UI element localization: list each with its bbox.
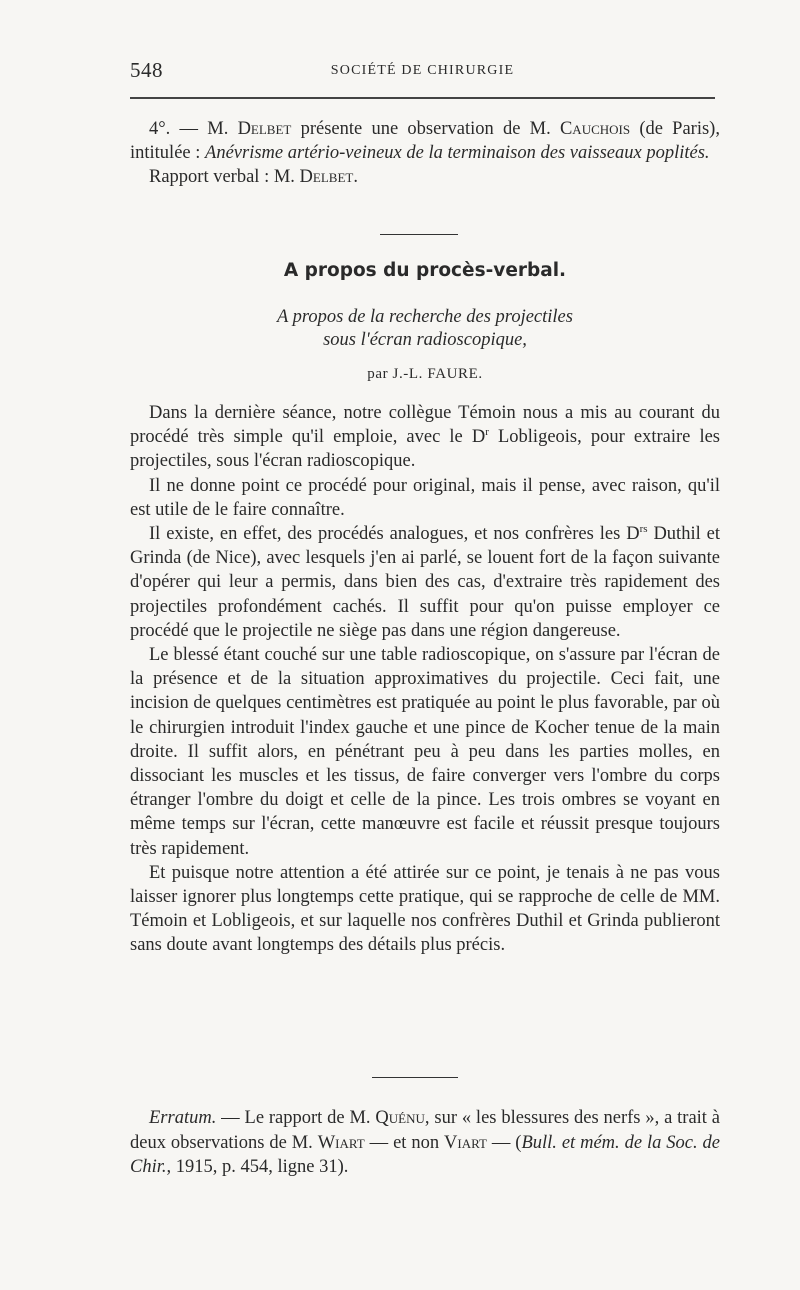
observation-title: Anévrisme artério-veineux de la terminaison des vaisseaux poplités. (205, 143, 710, 164)
reporter-name: Delbet (299, 167, 354, 188)
paragraph-4: Le blessé étant couché sur une table radioscopique, on s'assure par l'écran de la présence et de la situation approximatives du projectile. Ceci fait, une incision de quelques centimètres est pratiquée au point le plus favorable, par où le chirurgien introduit l'index gauche et une pince de Kocher tenue de la main droite. Il suffit alors, en pénétrant peu à peu dans les parties molles, en dissociant les muscles et les tissus, de faire converger vers l'ombre du corps étranger l'ombre du doigt et celle de la pince. Les trois ombres se voyant en même temps sur l'écran, cette manœuvre est facile et réussit presque toujours très rapidement. (130, 645, 720, 859)
header-rule (130, 97, 715, 99)
report-line: Rapport verbal : M. Delbet. (149, 167, 358, 188)
erratum-note: Erratum. — Le rapport de M. Quénu, sur « les blessures des nerfs », a trait à deux observations de M. Wiart — et non Viart — (Bull. et mém. de la Soc. de Chir., 1915, p. 454, ligne 31). (130, 1108, 720, 1177)
byline: par J.-L. FAURE. (367, 366, 483, 382)
article-subtitle (130, 306, 720, 352)
article-body (130, 401, 720, 958)
erratum-label: Erratum. (149, 1108, 217, 1128)
item-4-paragraph: 4°. — M. Delbet présente une observation de M. Cauchois (de Paris), intitulée : Anévrisme artério-veineux de la terminaison des vaisseaux poplités. (130, 119, 720, 164)
citation: Bull. et mém. de la Soc. de Chir. (130, 1132, 720, 1177)
section-title: A propos du procès-verbal. (283, 260, 567, 281)
paragraph-1: Dans la dernière séance, notre collègue Témoin nous a mis au courant du procédé très simple qu'il emploie, avec le $D^r$ Lobligeois, pour extraire les projectiles, sous l'écran radioscopique. (130, 403, 720, 472)
author-cauchois: Cauchois (559, 119, 631, 139)
paragraph-5: Et puisque notre attention a été attirée sur ce point, je tenais à ne pas vous laisser ignorer plus longtemps cette pratique, qui se rapproche de celle de MM. Témoin et Lobligeois, et sur laquelle nos confrères Duthil et Grinda publieront sans doute avant longtemps des détails plus précis. (130, 862, 720, 956)
erratum-divider (372, 1077, 458, 1078)
name-viart: Viart (444, 1132, 487, 1153)
name-wiart: Wiart (317, 1132, 365, 1153)
author-delbet: Delbet (237, 119, 292, 139)
item-4-block (130, 117, 720, 190)
page-number: 548 (130, 58, 163, 82)
name-quenu: Quénu (375, 1108, 425, 1128)
paragraph-2: Il ne donne point ce procédé pour original, mais il pense, avec raison, qu'il est utile de le faire connaître. (130, 475, 720, 520)
subtitle-line-2: sous l'écran radioscopique, (323, 330, 527, 350)
running-head (130, 58, 715, 84)
paragraph-3: Il existe, en effet, des procédés analogues, et nos confrères les $D^{rs}$ Duthil et Grinda (de Nice), avec lesquels j'en ai parlé, se louent fort de la façon suivante d'opérer qui leur a permis, dans bien des cas, d'extraire très rapidement des projectiles profondément cachés. Il suffit pour qu'on puisse employer ce procédé que le projectile ne siège pas dans une région dangereuse. (130, 522, 720, 641)
subtitle-line-1: A propos de la recherche des projectiles (277, 307, 573, 327)
section-divider (380, 234, 458, 235)
journal-title: SOCIÉTÉ DE CHIRURGIE (330, 63, 515, 78)
